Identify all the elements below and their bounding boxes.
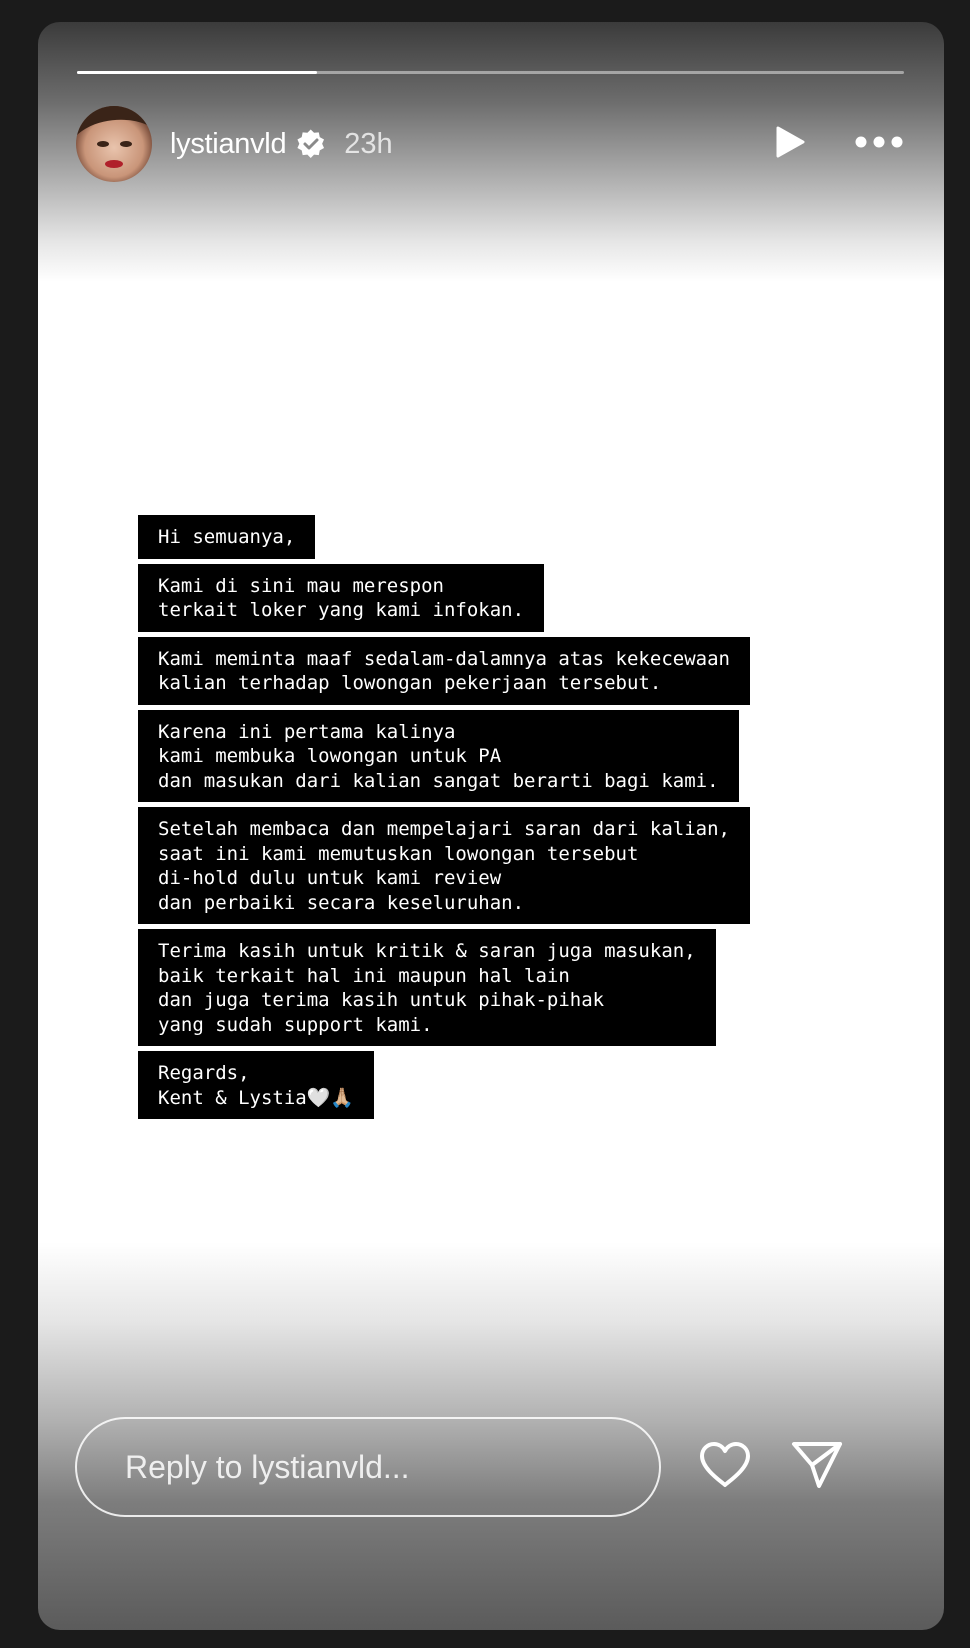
avatar[interactable] — [76, 106, 152, 182]
note-block-decision: Setelah membaca dan mempelajari saran dari kalian, saat ini kami memutuskan lowongan tersebut di-hold dulu untuk kami review dan perbaiki secara keseluruhan. — [138, 807, 750, 924]
note-block-signature: Regards, Kent & Lystia🤍🙏🏼 — [138, 1051, 374, 1119]
story-progress-bar — [77, 71, 904, 74]
note-block-response: Kami di sini mau merespon terkait loker yang kami infokan. — [138, 564, 544, 632]
heart-icon — [698, 1441, 752, 1494]
like-button[interactable] — [697, 1439, 753, 1495]
reply-bar — [75, 1415, 905, 1519]
verified-badge-icon — [296, 129, 326, 159]
story-text-note — [138, 515, 750, 1124]
note-block-greeting: Hi semuanya, — [138, 515, 315, 559]
story-viewer[interactable] — [38, 22, 944, 1630]
play-icon — [774, 125, 806, 164]
note-block-thanks: Terima kasih untuk kritik & saran juga masukan, baik terkait hal ini maupun hal lain dan juga terima kasih untuk pihak-pihak yang sudah support kami. — [138, 929, 716, 1046]
play-button[interactable] — [772, 126, 808, 162]
story-header — [76, 106, 906, 182]
more-options-button[interactable] — [852, 129, 906, 159]
share-button[interactable] — [789, 1439, 845, 1495]
username[interactable]: lystianvld — [170, 127, 287, 160]
note-block-apology: Kami meminta maaf sedalam-dalamnya atas kekecewaan kalian terhadap lowongan pekerjaan tersebut. — [138, 637, 750, 705]
send-icon — [790, 1440, 844, 1495]
story-progress-fill — [77, 71, 317, 74]
note-block-first-time: Karena ini pertama kalinya kami membuka lowongan untuk PA dan masukan dari kalian sangat berarti bagi kami. — [138, 710, 739, 803]
reply-input[interactable] — [75, 1417, 661, 1517]
story-timestamp: 23h — [344, 127, 393, 160]
more-icon — [854, 135, 904, 154]
